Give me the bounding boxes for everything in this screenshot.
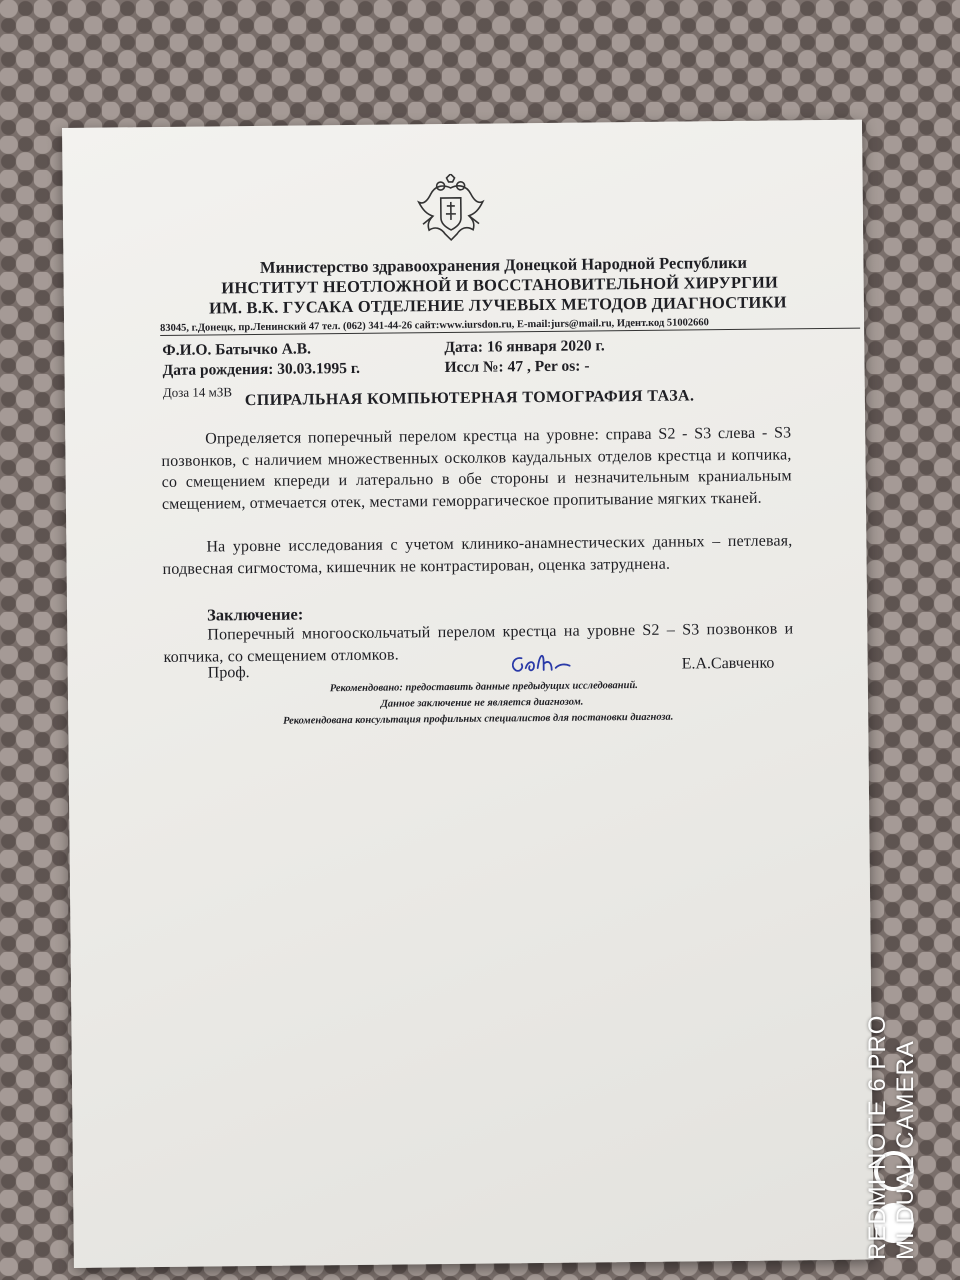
patient-name: Ф.И.О. Батычко А.В. xyxy=(162,340,312,359)
recommendation-note-1: Рекомендовано: предоставить данные предыдущих исследований. xyxy=(329,680,638,695)
department-name: ИМ. В.К. ГУСАКА ОТДЕЛЕНИЕ ЛУЧЕВЫХ МЕТОДОВ ДИАГНОСТИКИ xyxy=(208,292,787,318)
report-title: СПИРАЛЬНАЯ КОМПЬЮТЕРНАЯ ТОМОГРАФИЯ ТАЗА. xyxy=(244,387,695,410)
document-page xyxy=(62,120,874,1268)
signer-title: Проф. xyxy=(207,664,250,682)
recommendation-note-2: Данное заключение не является диагнозом. xyxy=(380,696,584,710)
birth-date: Дата рождения: 30.03.1995 г. xyxy=(162,359,361,379)
findings-paragraph-1: Определяется поперечный перелом крестца на уровне: справа S2 - S3 слева - S3 позвонков, с наличием множественных осколков каудальных отделов крестца и копчика, со смещением кпереди и латерально в обе стороны и незначительным краниальным смещением, отмечается отек, местами геморрагическое пропитывание мягких тканей. xyxy=(161,424,792,513)
contact-address: 83045, г.Донецк, пр.Ленинский 47 тел. (062) 341-44-26 сайт:www.iursdon.ru, E-mail:jurs@mail.ru, Идент.код 51002660 xyxy=(160,316,860,336)
handwritten-signature xyxy=(507,650,573,677)
signer-name: Е.А.Савченко xyxy=(681,654,775,673)
study-number: Иссл №: 47 , Per os: - xyxy=(444,357,590,377)
recommendation-note-3: Рекомендована консультация профильных специалистов для постановки диагноза. xyxy=(282,711,674,727)
watermark-model: REDMI NOTE 6 PRO xyxy=(864,1014,891,1260)
exam-date: Дата: 16 января 2020 г. xyxy=(444,337,605,357)
ministry-name: Министерство здравоохранения Донецкой Народной Республики xyxy=(259,252,748,277)
conclusion-text: Поперечный многооскольчатый перелом крестца на уровне S2 – S3 позвонков и копчика, со смещением отломков. xyxy=(163,620,794,666)
conclusion-label: Заключение: xyxy=(207,604,304,625)
institute-name: ИНСТИТУТ НЕОТЛОЖНОЙ И ВОССТАНОВИТЕЛЬНОЙ ХИРУРГИИ xyxy=(221,272,779,298)
findings-paragraph-2: На уровне исследования с учетом клинико-анамнестических данных – петлевая, подвесная сигмостома, кишечник не контрастирован, оценка затруднена. xyxy=(162,532,793,578)
radiation-dose: Доза 14 мЗВ xyxy=(162,384,233,400)
watermark-camera: MI DUAL CAMERA xyxy=(892,1040,919,1260)
coat-of-arms-emblem xyxy=(413,174,490,251)
camera-watermark xyxy=(864,1015,920,1260)
